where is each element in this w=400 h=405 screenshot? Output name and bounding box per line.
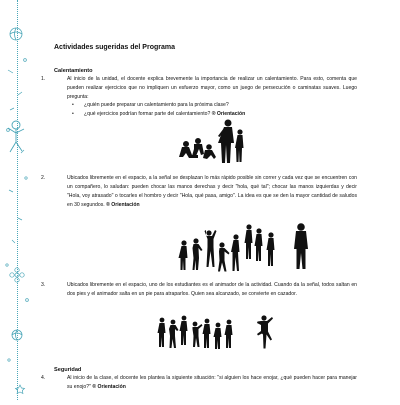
dotted-margin-line [17,0,18,400]
activity-4-number: 4. [41,375,46,381]
activity-1-number: 1. [41,76,46,82]
margin-doodles [0,0,38,400]
activity-4-text [41,374,357,392]
orientation-link-4[interactable]: ® Orientación [92,383,126,390]
teacher-with-students-illustration [176,117,248,167]
activity-4-body: Al inicio de la clase, el docente les plantea la siguiente situación: "si alguien los hace enojar, ¿qué pueden hacer para manejar su enojo?" [67,375,357,390]
activity-2-number: 2. [41,175,46,181]
activity-3-text [41,281,357,299]
child-figure-icon [8,121,24,152]
question-item-text: ¿qué ejercicios podrían formar parte del calentamiento? [84,110,211,117]
section-heading-safety: Seguridad [54,367,82,373]
activity-2-body: Ubicados libremente en el espacio, a la señal se desplazan lo más rápido posible sin correr y cada vez que se encuentren con un compañero, lo saludan: pueden chocar las manos derechas y decir "hola, qué tal"; chocar las manos izquierdas y decir "Hola, voy atrasado" o tocarles el hombro y decir "Hola, qué pasa, amigo". La idea es que se den la mayor cantidad de saludos en 30 segundos. [67,175,357,208]
orientation-link[interactable]: ® Orientación [211,110,246,117]
page-title: Actividades sugeridas del Programa [54,44,175,51]
section-heading-warmup: Calentamiento [54,68,93,74]
left-decorative-margin [0,0,38,400]
question-item: • ¿quién puede preparar un calentamiento para la próxima clase? [54,101,344,110]
activity-1-body: Al inicio de la unidad, el docente explica brevemente la importancia de realizar un calentamiento. Para esto, comenta que pueden realizar ejercicios que no impliquen un esfuerzo mayor, como un juego de persecución o caminatas suaves. Luego pregunta: [67,76,357,100]
activity-3-number: 3. [41,282,46,288]
greeting-group-illustration [176,221,316,273]
orientation-link-2[interactable]: ® Orientación [106,201,140,208]
activity-3-body: Ubicados libremente en el espacio, uno de los estudiantes es el animador de la actividad. Cuando da la señal, todos saltan en dos pies y el animador salta en un pie para atraparlos. Quien sea alcanzado, se convierte en cazador. [67,282,357,297]
jumping-game-illustration [156,312,282,352]
activity-1-text [41,75,357,102]
activity-2-text [41,174,357,210]
ball-icon [10,28,22,40]
